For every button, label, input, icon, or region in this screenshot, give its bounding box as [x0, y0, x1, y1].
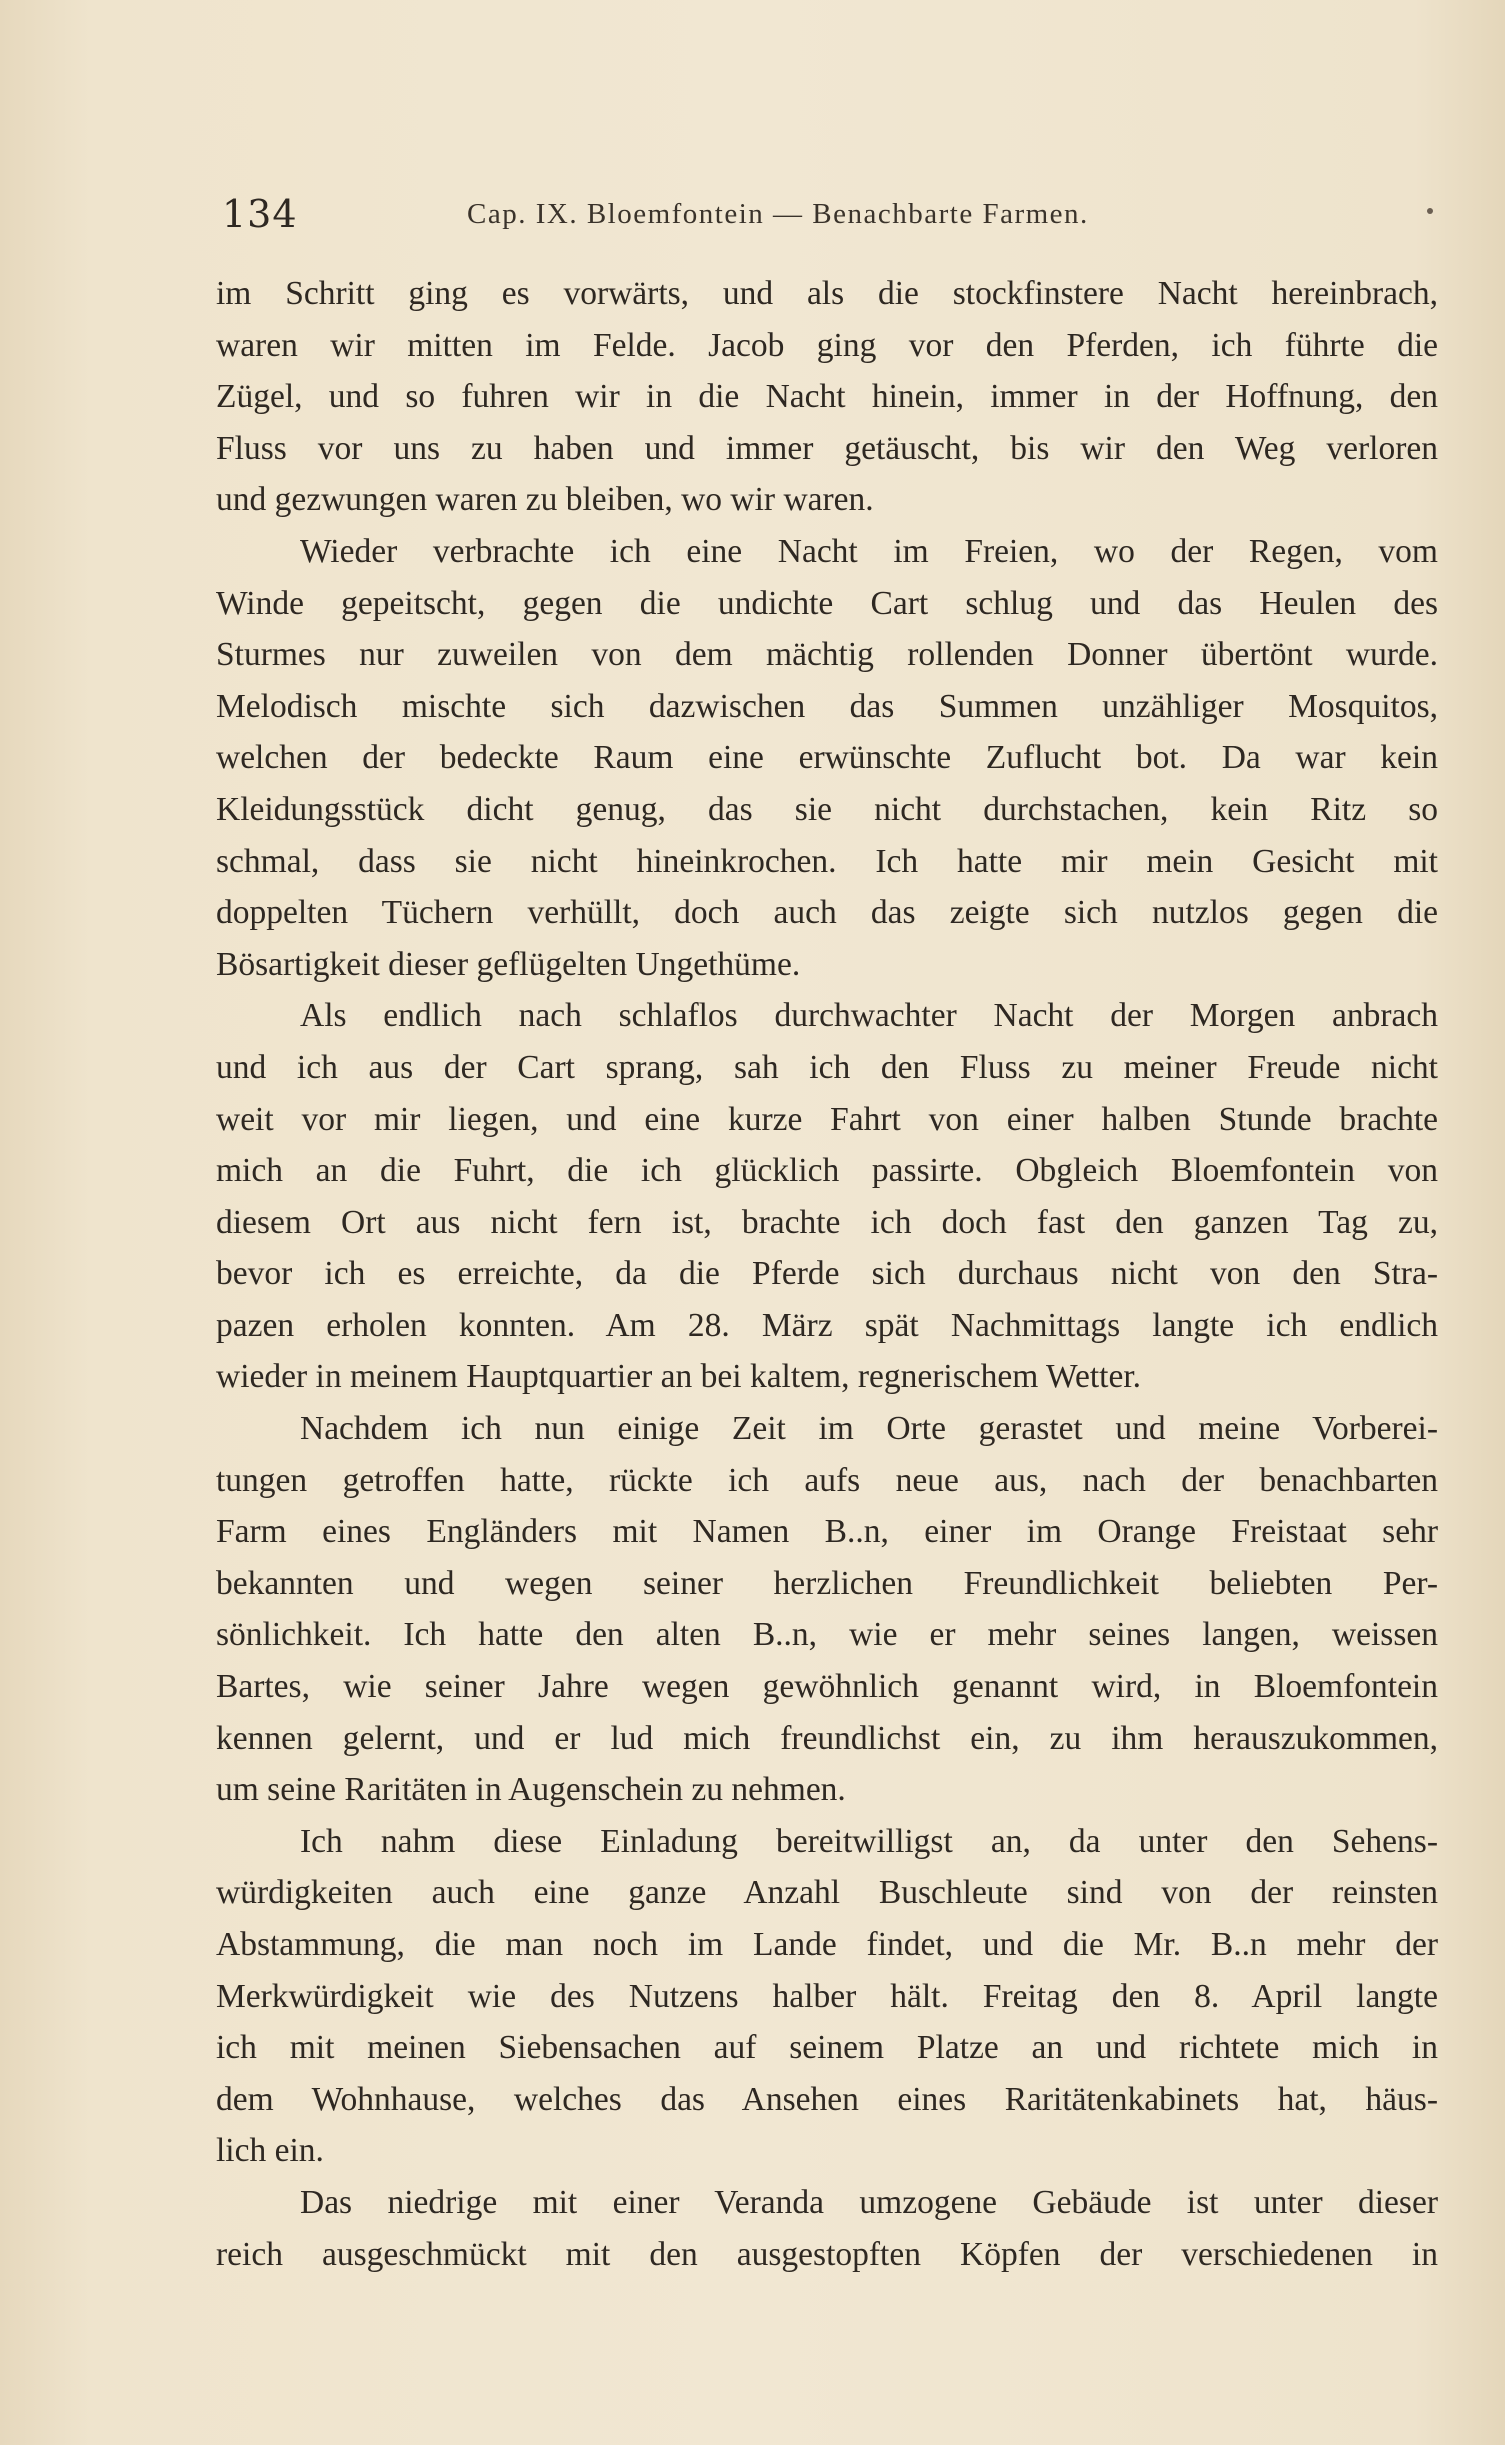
- text-line: Abstammung, die man noch im Lande findet, und die Mr. B..n mehr der: [216, 1926, 1438, 1963]
- header-dot: [1427, 208, 1433, 214]
- text-line: bevor ich es erreichte, da die Pferde sich durchaus nicht von den Stra-: [216, 1255, 1438, 1293]
- text-line: und gezwungen waren zu bleiben, wo wir waren.: [216, 481, 874, 519]
- text-line: Bösartigkeit dieser geflügelten Ungethüme.: [216, 945, 801, 983]
- text-line: ich mit meinen Siebensachen auf seinem Platze an und richtete mich in: [216, 2029, 1438, 2067]
- page-number: 134: [222, 192, 298, 236]
- text-line: doppelten Tüchern verhüllt, doch auch das zeigte sich nutzlos gegen die: [216, 894, 1438, 932]
- paragraph: [216, 2177, 1438, 2280]
- running-head: Cap. IX. Bloemfontein — Benachbarte Farmen.: [467, 198, 1089, 230]
- text-line: Winde gepeitscht, gegen die undichte Cart schlug und das Heulen des: [216, 584, 1438, 622]
- text-line: waren wir mitten im Felde. Jacob ging vor den Pferden, ich führte die: [216, 326, 1438, 364]
- text-line: reich ausgeschmückt mit den ausgestopften Köpfen der verschiedenen in: [216, 2235, 1438, 2273]
- paragraph: [216, 526, 1438, 990]
- paragraph: [216, 1816, 1438, 2177]
- text-line: Sturmes nur zuweilen von dem mächtig rollenden Donner übertönt wurde.: [216, 636, 1438, 674]
- text-line: Als endlich nach schlaflos durchwachter Nacht der Morgen anbrach: [300, 997, 1438, 1035]
- text-line: lich ein.: [216, 2132, 324, 2170]
- text-line: um seine Raritäten in Augenschein zu nehmen.: [216, 1771, 846, 1809]
- text-line: und ich aus der Cart sprang, sah ich den Fluss zu meiner Freude nicht: [216, 1048, 1438, 1086]
- body-text: [216, 268, 1438, 2280]
- text-line: dem Wohnhause, welches das Ansehen eines Raritätenkabinets hat, häus-: [216, 2080, 1438, 2118]
- text-line: wieder in meinem Hauptquartier an bei kaltem, regnerischem Wetter.: [216, 1358, 1142, 1396]
- text-line: Wieder verbrachte ich eine Nacht im Freien, wo der Regen, vom: [300, 532, 1438, 570]
- paragraph: [216, 1403, 1438, 1816]
- text-line: Bartes, wie seiner Jahre wegen gewöhnlich genannt wird, in Bloemfontein: [216, 1668, 1438, 1706]
- text-line: bekannten und wegen seiner herzlichen Freundlichkeit beliebten Per-: [216, 1564, 1438, 1602]
- text-line: würdigkeiten auch eine ganze Anzahl Buschleute sind von der reinsten: [216, 1874, 1438, 1912]
- text-line: Fluss vor uns zu haben und immer getäuscht, bis wir den Weg verloren: [216, 429, 1438, 467]
- text-line: Nachdem ich nun einige Zeit im Orte gerastet und meine Vorberei-: [300, 1410, 1438, 1448]
- paragraph: [216, 268, 1438, 526]
- text-line: Merkwürdigkeit wie des Nutzens halber hält. Freitag den 8. April langte: [216, 1977, 1438, 2015]
- text-line: Farm eines Engländers mit Namen B..n, einer im Orange Freistaat sehr: [216, 1513, 1438, 1551]
- text-line: Kleidungsstück dicht genug, das sie nicht durchstachen, kein Ritz so: [216, 790, 1438, 828]
- text-line: pazen erholen konnten. Am 28. März spät Nachmittags langte ich endlich: [216, 1306, 1438, 1344]
- text-line: Ich nahm diese Einladung bereitwilligst an, da unter den Sehens-: [300, 1822, 1438, 1860]
- text-line: Melodisch mischte sich dazwischen das Summen unzähliger Mosquitos,: [216, 687, 1438, 725]
- text-line: tungen getroffen hatte, rückte ich aufs neue aus, nach der benachbarten: [216, 1461, 1438, 1499]
- text-line: sönlichkeit. Ich hatte den alten B..n, wie er mehr seines langen, weissen: [216, 1616, 1438, 1654]
- page-header: [222, 188, 1437, 248]
- text-line: diesem Ort aus nicht fern ist, brachte ich doch fast den ganzen Tag zu,: [216, 1203, 1438, 1241]
- text-line: Das niedrige mit einer Veranda umzogene Gebäude ist unter dieser: [300, 2183, 1438, 2221]
- text-line: Zügel, und so fuhren wir in die Nacht hinein, immer in der Hoffnung, den: [216, 378, 1438, 416]
- text-line: weit vor mir liegen, und eine kurze Fahrt von einer halben Stunde brachte: [216, 1100, 1438, 1138]
- text-line: schmal, dass sie nicht hineinkrochen. Ich hatte mir mein Gesicht mit: [216, 842, 1438, 880]
- text-line: kennen gelernt, und er lud mich freundlichst ein, zu ihm herauszukommen,: [216, 1719, 1438, 1757]
- text-line: welchen der bedeckte Raum eine erwünschte Zuflucht bot. Da war kein: [216, 739, 1438, 777]
- paragraph: [216, 990, 1438, 1403]
- text-line: im Schritt ging es vorwärts, und als die stockfinstere Nacht hereinbrach,: [216, 275, 1438, 312]
- text-line: mich an die Fuhrt, die ich glücklich passirte. Obgleich Bloemfontein von: [216, 1152, 1438, 1190]
